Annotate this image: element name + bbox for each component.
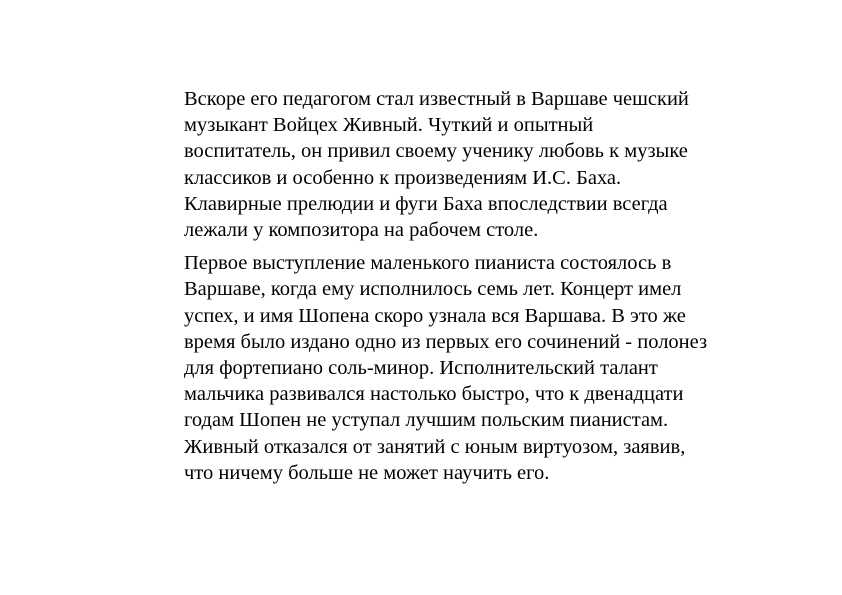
text-line: мальчика развивался настолько быстро, что к двенадцати	[184, 383, 684, 406]
paragraph-2	[184, 250, 764, 486]
text-line: Вскоре его педагогом стал известный в Варшаве чешский	[184, 88, 689, 110]
text-line: Первое выступление маленького пианиста состоялось в	[184, 252, 672, 275]
text-line: классиков и особенно к произведениям И.С. Баха.	[184, 166, 622, 189]
text-line: для фортепиано соль-минор. Исполнительский талант	[184, 357, 658, 380]
text-line: что ничему больше не может научить его.	[184, 461, 550, 484]
text-line: лежали у композитора на рабочем столе.	[184, 219, 539, 242]
text-line: успех, и имя Шопена скоро узнала вся Варшава. В это же	[184, 304, 686, 327]
text-line: Варшаве, когда ему исполнилось семь лет. Концерт имел	[184, 278, 682, 301]
text-line: время было издано одно из первых его сочинений - полонез	[184, 330, 708, 353]
text-line: музыкант Войцех Живный. Чуткий и опытный	[184, 114, 594, 137]
text-line: годам Шопен не уступал лучшим польским пианистам.	[184, 409, 669, 432]
text-line: Клавирные прелюдии и фуги Баха впоследствии всегда	[184, 192, 668, 215]
text-line: воспитатель, он привил своему ученику любовь к музыке	[184, 140, 688, 163]
text-body	[184, 86, 764, 486]
paragraph-1	[184, 86, 764, 243]
text-line: Живный отказался от занятий с юным виртуозом, заявив,	[184, 435, 686, 458]
